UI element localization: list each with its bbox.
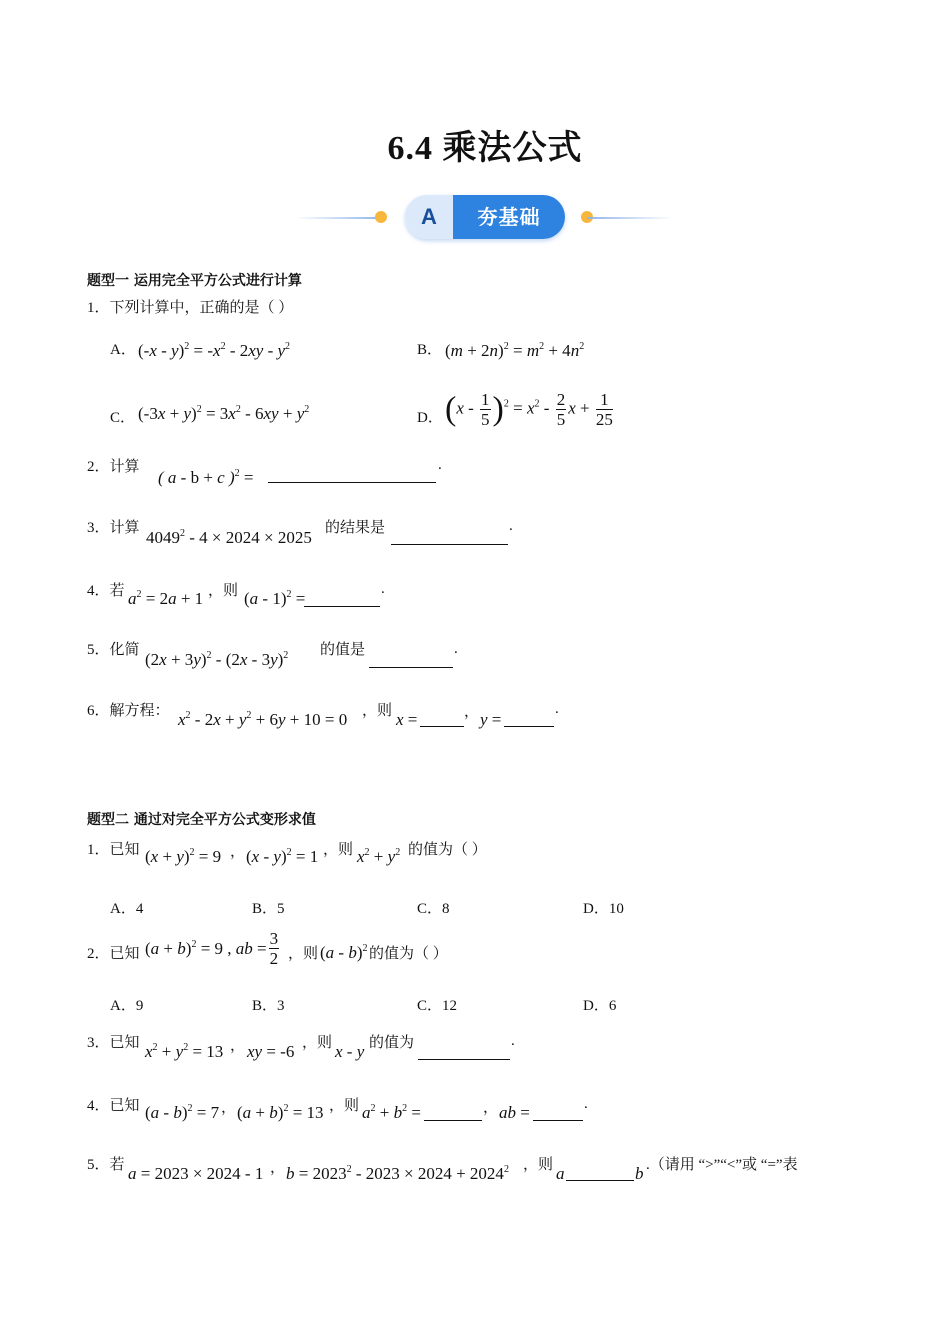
- s1-q2-expr: ( a - b + c )$^2$ =: [158, 468, 254, 487]
- s2-q4-mid: ，则: [329, 1098, 360, 1114]
- s2-q1-option-b[interactable]: B．5: [252, 901, 285, 917]
- s2-q4-comma1: ，: [221, 1100, 237, 1116]
- s1-q4-num: 4．若: [87, 583, 125, 599]
- s1-q6-num: 6．解方程：: [87, 703, 170, 719]
- s1-q4-expr2: (a - 1)$^2$ =: [244, 589, 306, 608]
- banner-letter: A: [405, 195, 453, 239]
- s2-q1-expr1: $(x + y)^2 = 9$: [145, 847, 222, 866]
- s1-q1-a-expr: $(-x - y)^2 = -x^2 - 2xy - y^2$: [138, 341, 291, 360]
- s2-q1-expr2: (x - y)$^2$ = 1: [246, 847, 319, 866]
- s1-q1-c-expr: $(-3x + y)^2 = 3x^2 - 6xy + y^2$: [138, 404, 310, 423]
- s1-q6-mid: ，则: [362, 703, 393, 719]
- page-title: 6.4 乘法公式: [387, 130, 583, 167]
- s2-q1-expr3: $x^2 + y^2$: [357, 847, 401, 866]
- s2-q2-option-a[interactable]: A．9: [110, 998, 144, 1014]
- s1-q6-comma: ，: [464, 704, 480, 720]
- s2-q2-option-b[interactable]: B．3: [252, 998, 285, 1014]
- s2-q5-comma: ，: [270, 1160, 286, 1176]
- s1-q1-b-label: B．: [417, 342, 443, 358]
- s1-q5-expr: $(2x + 3y)^2 - (2x - 3y)^2$: [145, 650, 289, 669]
- s1-q6-y-blank[interactable]: [504, 714, 554, 732]
- s2-q5-compare-blank[interactable]: [566, 1168, 634, 1186]
- s2-q3-suffix: 的值为: [369, 1035, 415, 1051]
- section1-heading: 题型一 运用完全平方公式进行计算: [87, 273, 302, 289]
- s1-q1-d-label: D．: [417, 410, 443, 426]
- s1-q3-suffix: 的结果是: [325, 520, 386, 536]
- s2-q4-expr4: ab =: [499, 1103, 530, 1122]
- s2-q5-num: 5．若: [87, 1157, 125, 1173]
- s1-q2-answer-blank[interactable]: [268, 470, 436, 488]
- s1-q2-num: 2．计算: [87, 459, 140, 475]
- s2-q3-end: .: [511, 1033, 515, 1049]
- s2-q4-ab-blank[interactable]: [533, 1108, 583, 1126]
- s2-q3-expr3: x - y: [335, 1042, 365, 1061]
- s2-q4-expr3: $a^2 + b^2$ =: [362, 1103, 421, 1122]
- s1-q5-end: .: [454, 641, 458, 657]
- banner-left-dot: [375, 211, 387, 223]
- s1-q6-x-blank[interactable]: [420, 714, 464, 732]
- s1-q3-expr: 4049$^2$ - 4 × 2024 × 2025: [146, 528, 312, 547]
- s2-q1-option-a[interactable]: A．4: [110, 901, 144, 917]
- s2-q4-sum-blank[interactable]: [424, 1108, 482, 1126]
- s1-q3-end: .: [509, 518, 513, 534]
- s2-q1-option-d[interactable]: D．10: [583, 901, 624, 917]
- s1-q5-answer-blank[interactable]: [369, 655, 453, 673]
- s2-q2-option-d[interactable]: D．6: [583, 998, 617, 1014]
- s1-q1-stem: 1．下列计算中，正确的是（ ）: [87, 300, 294, 316]
- s2-q3-mid: ，则: [302, 1035, 333, 1051]
- s2-q1-num: 1．已知: [87, 842, 140, 858]
- s2-q4-end: .: [584, 1096, 588, 1112]
- s1-q4-end: .: [381, 581, 385, 597]
- banner-left-line: [295, 217, 381, 219]
- s1-q4-expr1: $a^2 = 2a + 1$: [128, 589, 204, 608]
- s2-q5-b: b: [635, 1164, 644, 1183]
- banner-label: 夯基础: [453, 195, 565, 239]
- s2-q5-expr1: a = 2023 × 2024 - 1: [128, 1164, 264, 1183]
- s2-q1-mid: ，则: [323, 842, 354, 858]
- s1-q6-y: y =: [480, 710, 502, 729]
- s2-q4-expr1: (a - b)$^2$ = 7: [145, 1103, 220, 1122]
- s1-q3-num: 3．计算: [87, 520, 140, 536]
- s1-q2-end: .: [438, 457, 442, 473]
- s2-q5-a: a: [556, 1164, 565, 1183]
- s1-q1-a-label: A．: [110, 342, 136, 358]
- s2-q1-comma: ，: [230, 844, 246, 860]
- s2-q1-option-c[interactable]: C．8: [417, 901, 450, 917]
- section-banner: [295, 192, 675, 242]
- section2-heading: 题型二 通过对完全平方公式变形求值: [87, 812, 316, 828]
- banner-right-line: [587, 217, 673, 219]
- s2-q4-expr2: $(a + b)^2 = 13$: [237, 1103, 324, 1122]
- s2-q2-expr1: $(a + b)^2 = 9$ , ab = $\frac{3}{2}$: [145, 929, 279, 968]
- s2-q1-suffix: 的值为（ ）: [408, 842, 487, 858]
- s1-q6-expr: $x^2 - 2x + y^2 + 6y + 10 = 0$: [178, 710, 348, 729]
- s2-q3-expr1: $x^2 + y^2 = 13$: [145, 1042, 224, 1061]
- s2-q4-comma2: ，: [483, 1100, 499, 1116]
- s2-q2-expr2: (a - b)$^2$: [320, 943, 368, 962]
- s2-q4-num: 4．已知: [87, 1098, 140, 1114]
- s2-q2-suffix: 的值为（ ）: [369, 946, 448, 962]
- s2-q5-mid: ，则: [523, 1157, 554, 1173]
- banner-pill: [405, 195, 565, 239]
- s2-q5-expr2: $b = 2023^2 - 2023 \times 2024 + 2024^2$: [286, 1164, 509, 1183]
- s1-q1-c-label: C．: [110, 410, 136, 426]
- s1-q6-end: .: [555, 701, 559, 717]
- s2-q3-comma: ，: [230, 1038, 246, 1054]
- s2-q3-num: 3．已知: [87, 1035, 140, 1051]
- s1-q5-num: 5．化简: [87, 642, 140, 658]
- s2-q5-tail: .（请用 “>”“<”或 “=”表: [646, 1157, 798, 1173]
- s2-q2-option-c[interactable]: C．12: [417, 998, 458, 1014]
- s1-q1-b-expr: $(m + 2n)^2 = m^2 + 4n^2$: [445, 341, 585, 360]
- s1-q5-suffix: 的值是: [320, 642, 366, 658]
- s2-q3-answer-blank[interactable]: [418, 1047, 510, 1065]
- s2-q2-mid: ，则: [288, 946, 319, 962]
- s1-q1-d-expr: (x - $\frac{1}{5}$ )$^2 = x^2$ - $\frac{2}{5}$ x + $\frac{1}{25}$: [445, 390, 613, 429]
- s1-q6-x: x =: [396, 710, 418, 729]
- s1-q3-answer-blank[interactable]: [391, 532, 508, 550]
- s1-q4-answer-blank[interactable]: [304, 594, 380, 612]
- s1-q4-mid: ，则: [208, 583, 239, 599]
- s2-q2-num: 2．已知: [87, 946, 140, 962]
- s2-q3-expr2: xy = -6: [247, 1042, 295, 1061]
